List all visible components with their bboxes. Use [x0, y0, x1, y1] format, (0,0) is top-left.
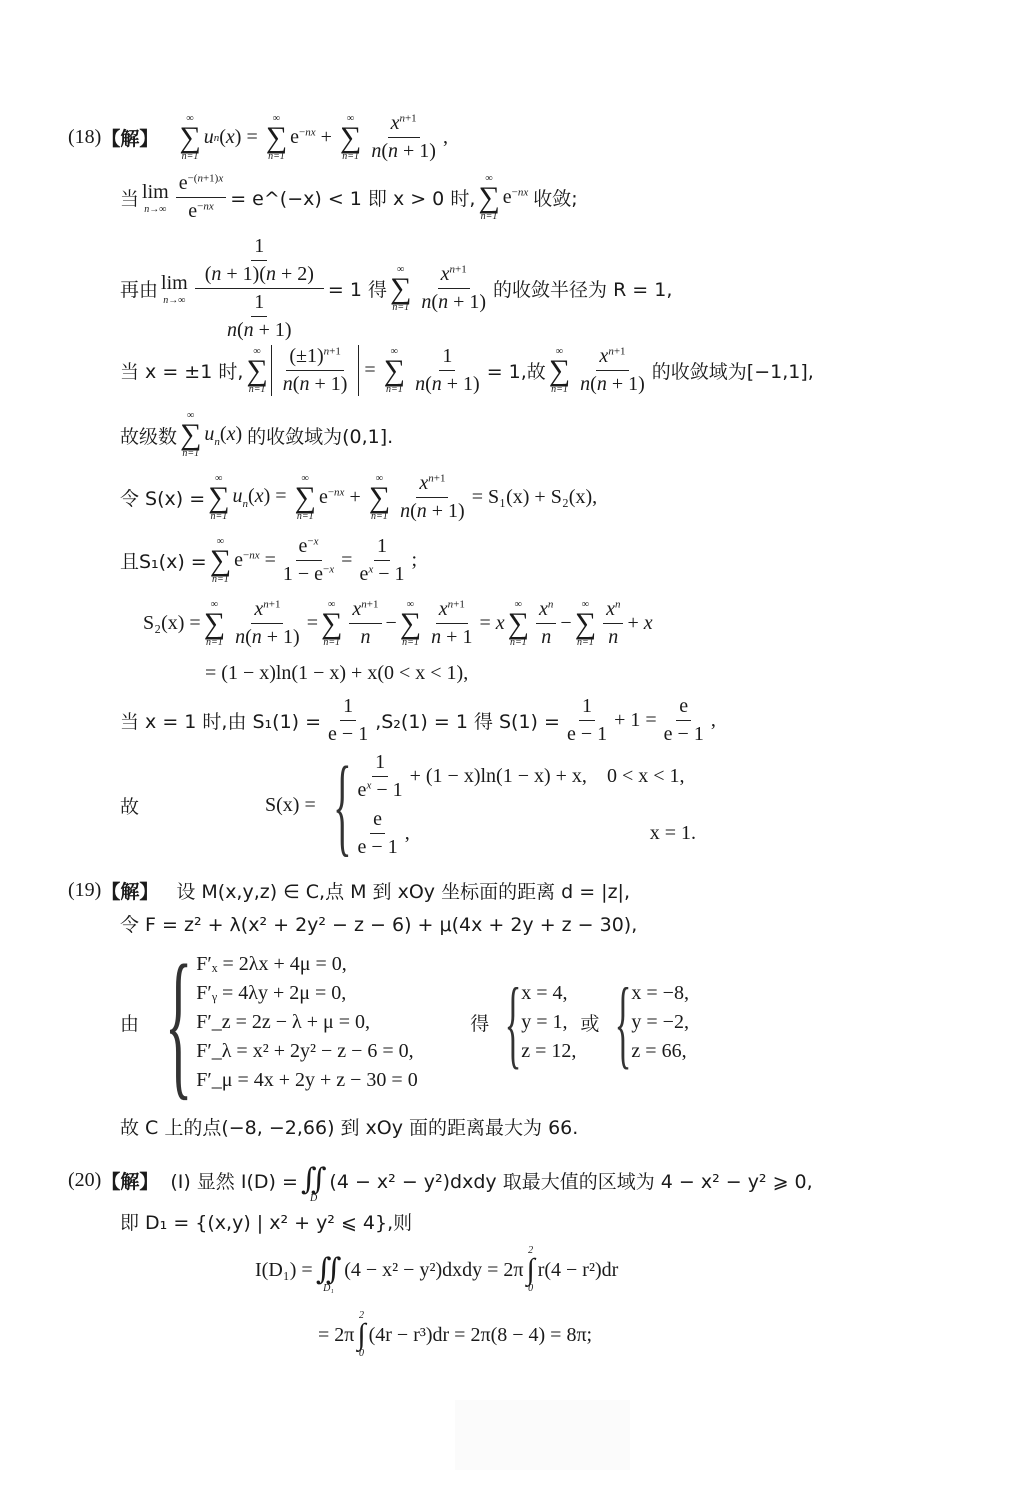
p20-line2: 即 D₁ = {(x,y) | x² + y² ⩽ 4},则 — [120, 1212, 413, 1234]
p20-line3: I(D₁) = ∬ D₁ (4 − x² − y²)dxdy = 2π 2 ∫ 0 r(4 − r²)dr — [255, 1245, 619, 1294]
absolute-value: $\frac{(\pm 1)^{n+1}}{n(n + 1)}$ — [271, 345, 360, 396]
lagrange-equations: F′ₓ = 2λx + 4μ = 0, F′ᵧ = 4λy + 2μ = 0, F′_z = 2z − λ + μ = 0, F′_λ = x² + 2y² − z − 6 = 0, F′_μ = 4x + 2y + z − 30 = 0 — [196, 953, 418, 1091]
fraction: $\frac{e^{-(n+1)x}}{e^{-nx}}$ — [176, 172, 227, 223]
p19-line2: 令 F = z² + λ(x² + 2y² − z − 6) + μ(4x + 2y + z − 30), — [120, 914, 638, 936]
integral: 2 ∫ 0 — [526, 1245, 535, 1294]
sum-symbol: ∞ ∑ n=1 — [203, 598, 226, 648]
p19-system: 由 { F′ₓ = 2λx + 4μ = 0, F′ᵧ = 4λy + 2μ = 0, F′_z = 2z − λ + μ = 0, F′_λ = x² + 2y² − z − 6 = 0, F′_μ = 4x + 2y + z − 30 = 0 得 { x = 4, y = 1, z = 12, 或 { x = −8, y = −2, z = 66, — [120, 931, 689, 1114]
fraction: $\frac{1}{e^x - 1}$ — [357, 751, 403, 801]
fraction: $\frac{e}{e - 1}$ — [663, 695, 704, 745]
left-brace: { — [504, 966, 522, 1078]
fraction: $\frac{x^{n+1}}{n(n + 1)}$ — [421, 263, 487, 313]
left-brace: { — [332, 744, 352, 866]
problem-number-18: (18) — [68, 126, 102, 148]
p18-line3: 再由 lim n→∞ $\frac{\frac{1}{(n + 1)(n + 2)}}{\frac{1}{n(n + 1)}}$ = 1 得 ∞ ∑ n=1 $\frac{x^{n+1}}{n(n + 1)}$ 的收敛半径为 R = 1, — [120, 235, 673, 341]
faint-watermark-area — [455, 1400, 630, 1470]
p18-line8: S₂(x) = ∞ ∑ n=1 $\frac{x^{n+1}}{n(n + 1)}$ = ∞ ∑ n=1 $\frac{x^{n+1}}{n}$ − ∞ ∑ n=1 $\frac{x^{n+1}}{n + 1}$ = x ∞ ∑ n=1 $\frac{x^n}{n}$ − ∞ ∑ n=1 $\frac{x^n}{n}$ + x — [143, 598, 653, 648]
sum-symbol: ∞ ∑ n=1 — [548, 345, 571, 395]
p18-line1: (18) 【解】 ∞ ∑ n=1 u n ( x ) = ∞ ∑ n=1 $e^{-nx}$ + ∞ ∑ n=1 $\frac{x^{n+1}}{n(n + 1)}$ , — [68, 112, 448, 162]
solution-2: x = −8, y = −2, z = 66, — [631, 982, 689, 1062]
sum-symbol: ∞ ∑ n=1 — [507, 598, 530, 648]
sum-symbol: ∞ ∑ n=1 — [321, 598, 343, 648]
p18-line5: 故级数 ∞ ∑ n=1 $u_n(x)$ 的收敛域为(0,1]. — [120, 410, 394, 459]
problem-number-19: (19) — [68, 879, 102, 901]
p18-line10: 当 x = 1 时,由 S₁(1) = $\frac{1}{e - 1}$ ,S₂(1) = 1 得 S(1) = $\frac{1}{e - 1}$ + 1 = $\frac{e}{e - 1}$ , — [120, 695, 716, 745]
left-brace: { — [615, 966, 632, 1078]
p18-line9: = (1 − x)ln(1 − x) + x(0 < x < 1), — [205, 662, 469, 684]
solution-tag: 【解】 — [101, 881, 159, 903]
sum-symbol: ∞ ∑ n=1 — [478, 172, 500, 222]
p18-line7: 且S₁(x) = ∞ ∑ n=1 $e^{-nx}$ = $\frac{e^{-x}}{1 - e^{-x}}$ = $\frac{1}{e^x - 1}$ ; — [120, 535, 418, 585]
fraction: $\frac{x^{n+1}}{n(n + 1)}$ — [235, 598, 300, 648]
left-brace: { — [164, 931, 193, 1114]
sum-symbol: ∞ ∑ n=1 — [265, 112, 288, 162]
sum-symbol: ∞ ∑ n=1 — [399, 598, 422, 648]
fraction: $\frac{x^{n+1}}{n(n + 1)}$ — [371, 112, 436, 162]
sum-symbol: ∞ ∑ n=1 — [208, 472, 230, 522]
sum-symbol: ∞ ∑ n=1 — [368, 472, 391, 522]
fraction: $\frac{1}{n(n + 1)}$ — [415, 345, 480, 395]
p20-line4: = 2π 2 ∫ 0 (4r − r³)dr = 2π(8 − 4) = 8π; — [318, 1310, 593, 1359]
limit-operator: lim n→∞ — [161, 271, 188, 306]
p18-line4: 当 x = ±1 时, ∞ ∑ n=1 $\frac{(\pm 1)^{n+1}}{n(n + 1)}$ = ∞ ∑ n=1 $\frac{1}{n(n + 1)}$ = 1,故 ∞ ∑ n=1 $\frac{x^{n+1}}{n(n + 1)}$ 的收敛域为[−1,1], — [120, 345, 814, 395]
problem-number-20: (20) — [68, 1168, 102, 1191]
sum-symbol: ∞ ∑ n=1 — [246, 345, 268, 395]
fraction: $\frac{e^{-x}}{1 - e^{-x}}$ — [282, 535, 335, 585]
p20-line1: (20) 【解】 (Ⅰ) 显然 I(D) = ∬ D (4 − x² − y²)dxdy 取最大值的区域为 4 − x² − y² ⩾ 0, — [68, 1155, 813, 1205]
double-integral: ∬ D — [300, 1163, 327, 1204]
p18-line6: 令 S(x) = ∞ ∑ n=1 $u_n(x)$ = ∞ ∑ n=1 $e^{-nx}$ + ∞ ∑ n=1 $\frac{x^{n+1}}{n(n + 1)}$ = S₁(x) + S₂(x), — [120, 472, 598, 522]
limit-operator: lim n→∞ — [142, 180, 169, 215]
fraction: $\frac{1}{e^x - 1}$ — [359, 535, 405, 585]
sum-symbol: ∞ ∑ n=1 — [383, 345, 406, 395]
sum-symbol: ∞ ∑ n=1 — [180, 410, 202, 459]
sum-symbol: ∞ ∑ n=1 — [209, 535, 232, 585]
solution-1: x = 4, y = 1, z = 12, — [521, 982, 577, 1062]
sum-symbol: ∞ ∑ n=1 — [179, 112, 201, 162]
integral: 2 ∫ 0 — [357, 1310, 366, 1359]
double-integral: ∬ D₁ — [315, 1253, 342, 1294]
piecewise-cases: $\frac{1}{e^x - 1}$ + (1 − x)ln(1 − x) + x, 0 < x < 1, $\frac{e}{e - 1}$ , x = 1. — [351, 751, 791, 859]
p18-line2: 当 lim n→∞ $\frac{e^{-(n+1)x}}{e^{-nx}}$ = e^(−x) < 1 即 x > 0 时, ∞ ∑ n=1 $e^{-nx}$ 收敛; — [120, 172, 578, 222]
sum-symbol: ∞ ∑ n=1 — [294, 472, 316, 522]
sum-symbol: ∞ ∑ n=1 — [574, 598, 597, 648]
p19-line1: (19) 【解】 设 M(x,y,z) ∈ C,点 M 到 xOy 坐标面的距离 d = |z|, — [68, 879, 630, 903]
sum-symbol: ∞ ∑ n=1 — [390, 263, 412, 313]
sum-symbol: ∞ ∑ n=1 — [339, 112, 362, 162]
fraction: $\frac{x^{n+1}}{n(n + 1)}$ — [580, 345, 645, 395]
fraction: $\frac{1}{e - 1}$ — [328, 695, 369, 745]
fraction: $\frac{x^n}{n}$ — [536, 598, 556, 649]
p19-conclusion: 故 C 上的点(−8, −2,66) 到 xOy 面的距离最大为 66. — [120, 1117, 579, 1139]
p18-piecewise: 故 S(x) = { $\frac{1}{e^x - 1}$ + (1 − x)ln(1 − x) + x, 0 < x < 1, $\frac{e}{e - 1}$ , x = 1. — [120, 750, 820, 860]
fraction: $\frac{x^n}{n}$ — [603, 598, 623, 649]
fraction: $\frac{x^{n+1}}{n}$ — [349, 598, 381, 649]
fraction: $\frac{1}{e - 1}$ — [566, 695, 608, 745]
fraction: $\frac{x^{n+1}}{n + 1}$ — [431, 598, 473, 648]
compound-fraction: $\frac{\frac{1}{(n + 1)(n + 2)}}{\frac{1}{n(n + 1)}}$ — [195, 235, 324, 342]
solution-tag: 【解】 — [101, 128, 159, 150]
fraction: $\frac{e}{e - 1}$ — [357, 808, 398, 858]
fraction: $\frac{x^{n+1}}{n(n + 1)}$ — [400, 472, 465, 522]
solution-tag: 【解】 — [101, 1170, 159, 1193]
